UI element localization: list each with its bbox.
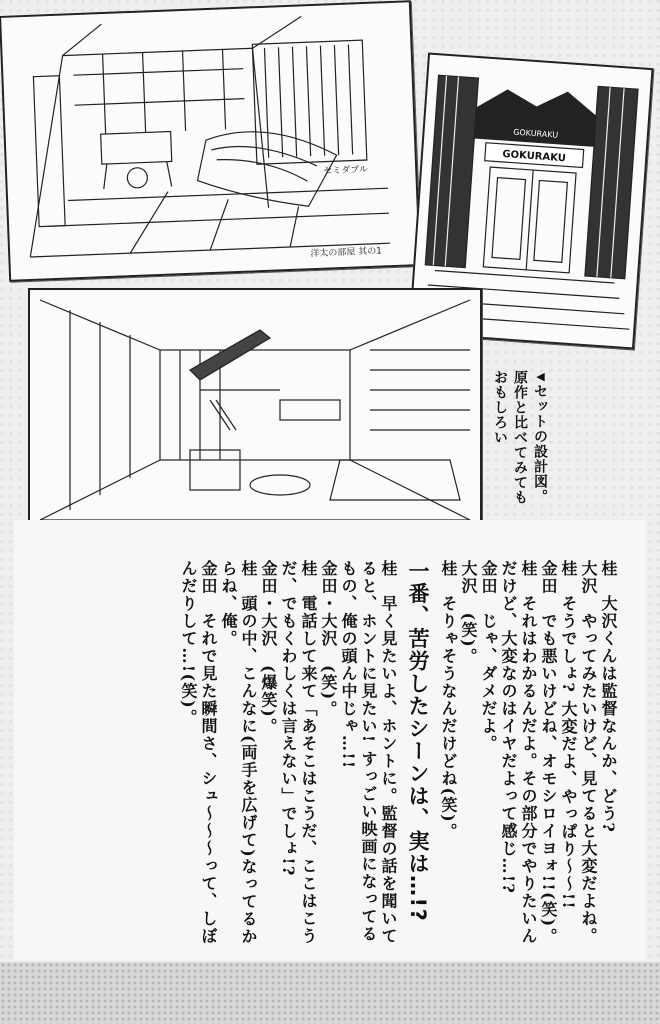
speaker-name: 金田 [539, 560, 558, 595]
dialogue-line [338, 560, 398, 960]
speech-text: そうでしょ? 大変だよ、やっぱり〜〜!! [559, 595, 578, 910]
dialogue-line [178, 560, 218, 960]
speaker-name: 金田 [199, 560, 218, 595]
caption-line: 原作と比べてみても [512, 370, 528, 505]
speaker-name: 金田・大沢 [259, 560, 278, 648]
speech-text: 電話して来て「あそこはこうだ、ここはこうだ、でもくわしくは言えない」でしょ!? [279, 560, 318, 945]
caption-arrow: ◀ [534, 370, 547, 384]
speech-text: 早く見たいよ、ホントに。監督の話を聞いてると、ホントに見たい! すっごい映画になってるもの、俺の頭ん中じゃ…!! [339, 560, 398, 945]
dialogue-line [478, 560, 498, 960]
entrance-sign-bottom: GOKURAKU [502, 148, 567, 165]
speaker-name: 大沢 [459, 560, 478, 595]
speech-text: 大沢くんは監督なんか、どう? [599, 595, 618, 834]
speaker-name: 金田 [479, 560, 498, 595]
living-room-set-sketch [28, 288, 482, 528]
bedroom-note: 洋太の部屋 其の1 [310, 246, 383, 260]
speech-text: それはわかるんだよ。その部分でやりたいんだけど、大変なのはイヤだよって感じ…!? [499, 560, 538, 945]
dialogue-line [498, 560, 538, 960]
speaker-name: 桂 [439, 560, 458, 578]
speech-text: (爆笑)。 [259, 665, 278, 736]
speech-text: 頭の中、こんなに(両手を広げて)なってるからね、俺。 [219, 560, 258, 946]
dialogue-line [458, 560, 478, 960]
set-caption [490, 370, 550, 540]
dialogue-line [538, 560, 558, 960]
speech-text: やってみたいけど、見てると大変だよね。 [579, 612, 598, 945]
bedroom-set-sketch [0, 0, 421, 282]
speech-text: (笑)。 [319, 665, 338, 719]
dialogue-line [558, 560, 578, 960]
dialogue-line [218, 560, 258, 960]
speech-text: それで見た瞬間さ、シュ〜〜〜って、しぼんだりして…!(笑)。 [179, 560, 218, 945]
dialogue-line [318, 560, 338, 960]
speaker-name: 桂 [379, 560, 398, 578]
speaker-name: 桂 [299, 560, 318, 578]
section-headline: 一番、苦労したシーンは、実は…!? [406, 560, 430, 923]
bedroom-bed-label: セミダブル [323, 164, 369, 177]
dialogue-line [438, 560, 458, 960]
interview-dialogue [50, 560, 618, 960]
entrance-sign-top: GOKURAKU [512, 127, 559, 140]
speaker-name: 桂 [519, 560, 538, 578]
speech-text: そりゃそうなんだけどね(笑)。 [439, 595, 458, 841]
dialogue-line [578, 560, 598, 960]
speaker-name: 桂 [599, 560, 618, 578]
bottom-screentone [0, 962, 660, 1024]
dialogue-line [598, 560, 618, 960]
dialogue-line [258, 560, 278, 960]
speech-text: (笑)。 [459, 612, 478, 666]
speaker-name: 桂 [239, 560, 258, 578]
caption-line: セットの設計図。 [532, 384, 548, 504]
bedroom-drawing [1, 2, 419, 279]
living-room-drawing [30, 290, 480, 526]
caption-line: おもしろい [492, 370, 508, 445]
speaker-name: 金田・大沢 [319, 560, 338, 648]
speaker-name: 大沢 [579, 560, 598, 595]
speech-text: でも悪いけどね、オモシロイヨォ!!(笑)。 [539, 612, 558, 946]
dialogue-line [278, 560, 318, 960]
speaker-name: 桂 [559, 560, 578, 578]
speech-text: じゃ、ダメだよ。 [479, 612, 498, 753]
